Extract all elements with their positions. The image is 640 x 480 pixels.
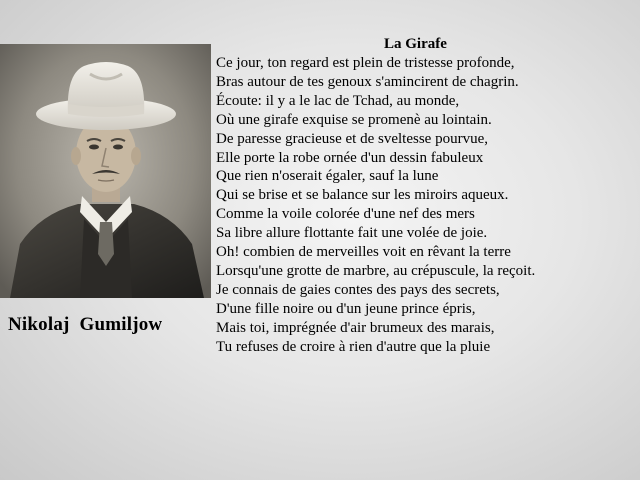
portrait-image	[0, 44, 211, 298]
poem-line: D'une fille noire ou d'un jeune prince épris,	[216, 300, 476, 317]
poem-line: Écoute: il y a le lac de Tchad, au monde,	[216, 92, 460, 109]
poem-line: De paresse gracieuse et de sveltesse pourvue,	[216, 130, 488, 147]
poem-title: La Girafe	[384, 36, 447, 52]
poem	[216, 34, 636, 357]
author-name: Nikolaj Gumiljow	[8, 314, 163, 335]
poem-line: Où une girafe exquise se promenè au lointain.	[216, 111, 492, 128]
author-portrait	[0, 44, 211, 298]
poem-line: Que rien n'oserait égaler, sauf la lune	[216, 168, 439, 185]
poem-line: Ce jour, ton regard est plein de tristesse profonde,	[216, 55, 515, 71]
poem-line: Oh! combien de merveilles voit en rêvant la terre	[216, 244, 511, 261]
poem-line: Sa libre allure flottante fait une volée de joie.	[216, 225, 488, 242]
poem-line: Comme la voile colorée d'une nef des mers	[216, 206, 475, 223]
poem-line: Je connais de gaies contes des pays des secrets,	[216, 281, 500, 298]
left-eye	[89, 145, 99, 150]
poem-lines	[216, 54, 636, 357]
right-eye	[113, 145, 123, 150]
poem-line: Tu refuses de croire à rien d'autre que la pluie	[216, 338, 491, 355]
poem-line: Bras autour de tes genoux s'amincirent de chagrin.	[216, 73, 519, 90]
poem-line: Qui se brise et se balance sur les miroirs aqueux.	[216, 187, 509, 204]
poem-line: Mais toi, imprégnée d'air brumeux des marais,	[216, 319, 495, 336]
poem-line: Lorsqu'une grotte de marbre, au crépuscule, la reçoit.	[216, 262, 536, 279]
poem-line: Elle porte la robe ornée d'un dessin fabuleux	[216, 149, 484, 166]
